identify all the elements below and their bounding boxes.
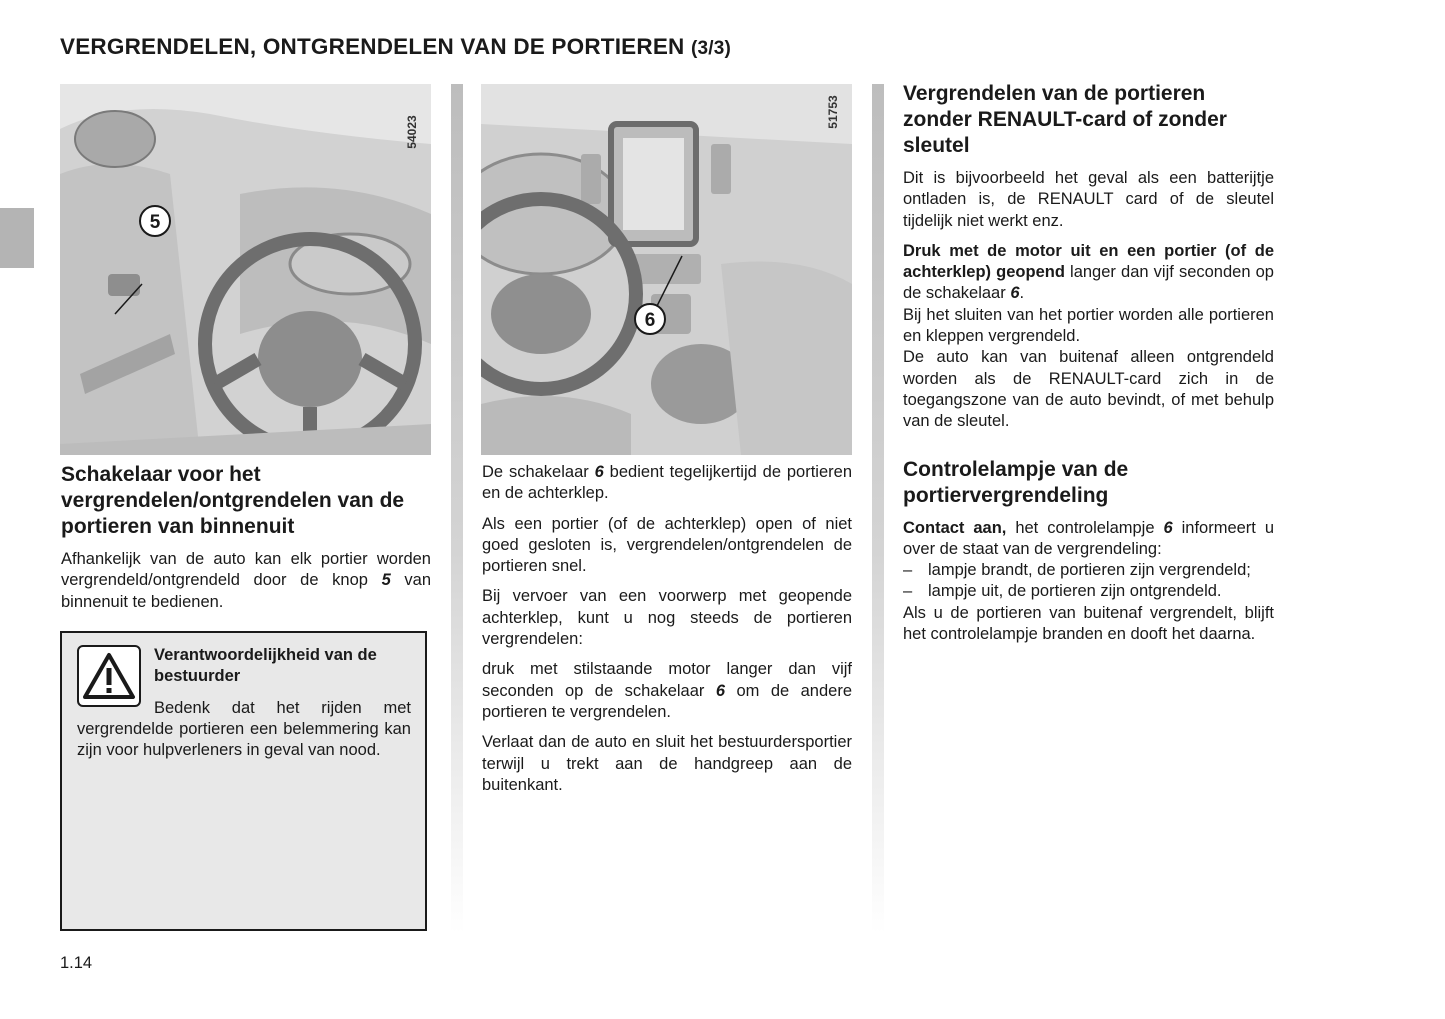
figure-door-lock-switch [60,84,431,455]
ref-number-6: 6 [1163,518,1173,537]
ref-number-6: 6 [1010,284,1020,303]
middle-column [482,462,852,805]
warning-title: Verantwoordelijkheid van de bestuurder [154,646,377,686]
column-divider-left [451,84,463,934]
figure-central-switch [481,84,852,455]
indicator-state-list [903,560,1274,603]
list-item: – lampje uit, de portieren zijn ontgrendeld. [903,581,1274,602]
text-run: langer dan vijf seconden op de schakelaar [903,263,1274,303]
page-part-indicator: (3/3) [690,38,732,59]
right-paragraph-1: Dit is bijvoorbeeld het geval als een batterijtje ontladen is, de RENAULT card of de sleutel tijdelijk niet werkt enz. [903,169,1274,230]
bold-instruction: Contact aan, [903,518,1007,537]
text-run: informeert u over de staat van de vergrendeling: [903,518,1274,558]
text-run: bedient tegelijkertijd de portieren en de achterklep. [482,463,852,503]
section-heading-indicator: Controlelampje van de portiervergrendeling [903,457,1129,507]
list-item: – lampje brandt, de portieren zijn vergrendeld; [903,560,1274,581]
middle-paragraph-1 [482,462,852,505]
right-paragraph-6: Als u de portieren van buitenaf vergrendelt, blijft het controlelampje branden en dooft het daarna. [903,603,1274,644]
figure-callout-5: 5 [149,212,161,233]
text-run: . [1019,284,1025,303]
section-heading-no-card: Vergrendelen van de portieren zonder RENAULT-card of zonder sleutel [903,82,1227,157]
text-run: De schakelaar [482,463,595,481]
left-paragraph-1 [61,549,431,613]
middle-paragraph-3: Bij vervoer van een voorwerp met geopende achterklep, kunt u nog steeds de portieren vergrendelen: [482,587,852,649]
ref-number-6: 6 [715,681,726,700]
page-title-text: VERGRENDELEN, ONTGRENDELEN VAN DE PORTIEREN [60,34,685,59]
middle-paragraph-4 [482,659,852,723]
figure-code-left: 54023 [405,115,419,149]
warning-text: Bedenk dat het rijden met vergrendelde portieren een belemmering kan zijn voor hulpverleners in geval van nood. [77,698,411,760]
right-paragraph-3: Bij het sluiten van het portier worden alle portieren en kleppen vergrendeld. [903,305,1274,346]
middle-paragraph-2: Als een portier (of de achterklep) open of niet goed gesloten is, vergrendelen/ontgrendelen de portieren snel. [482,514,852,576]
section-heading-interior-switch: Schakelaar voor het vergrendelen/ontgrendelen van de portieren van binnenuit [61,463,405,538]
text-run: van binnenuit te bedienen. [61,571,431,611]
bold-instruction: Druk met de motor uit en een portier (of de achterklep) geopend [903,241,1274,282]
right-paragraph-5 [903,518,1274,561]
figure-callout-6: 6 [644,310,656,331]
ref-number-6: 6 [594,463,604,481]
figure-code-middle: 51753 [826,95,840,129]
left-column [61,462,431,622]
page-number: 1.14 [60,954,93,972]
text-run: Afhankelijk van de auto kan elk portier worden vergrendeld/ontgrendeld door de knop [61,550,431,590]
right-paragraph-4: De auto kan van buitenaf alleen ontgrendeld worden als de RENAULT-card zich in de toegangszone van de auto bevindt, of met behulp van de sleutel. [903,348,1274,431]
section-tab-marker [0,208,34,268]
right-paragraph-2 [903,241,1274,305]
text-run: druk met stilstaande motor langer dan vijf seconden op de schakelaar [482,660,852,700]
text-run: om de andere portieren te vergrendelen. [482,681,852,721]
column-divider-right [872,84,884,934]
ref-number-5: 5 [381,571,391,590]
warning-box [60,631,427,931]
middle-paragraph-5: Verlaat dan de auto en sluit het bestuurdersportier terwijl u trekt aan de handgreep aan de buitenkant. [482,733,852,794]
warning-triangle-icon [77,645,141,707]
page-title [60,34,731,60]
right-column [903,81,1274,654]
text-run: het controlelampje [1006,518,1164,537]
